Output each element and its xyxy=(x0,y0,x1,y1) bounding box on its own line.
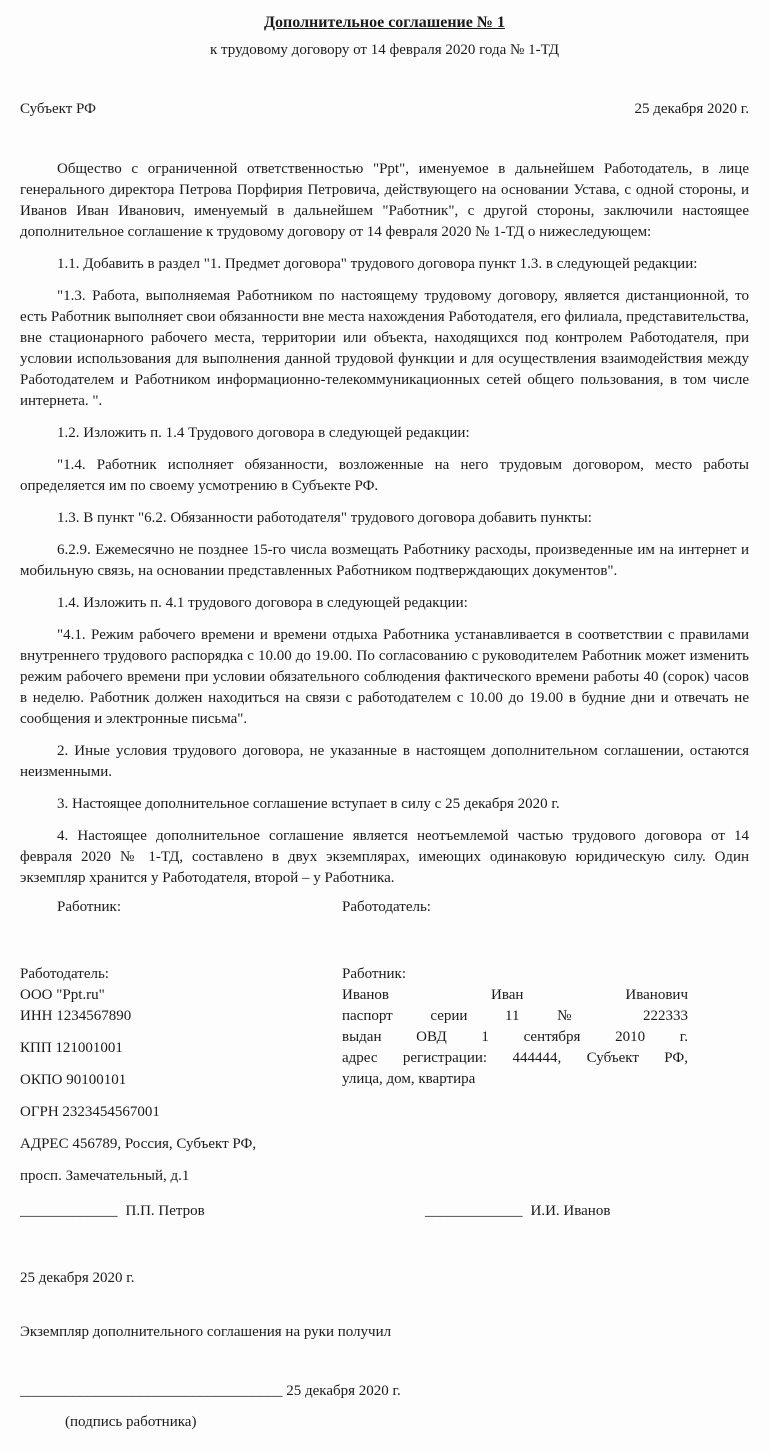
signature-header-worker: Работник: xyxy=(57,899,121,915)
employer-signature-line: _____________ xyxy=(20,1203,118,1219)
paragraph-1-1: 1.1. Добавить в раздел "1. Предмет договора" трудового договора пункт 1.3. в следующей редакции: xyxy=(57,256,698,272)
paragraph-1-4: 1.4. Изложить п. 4.1 трудового договора в следующей редакции: xyxy=(57,595,468,611)
receipt-signature-date: 25 декабря 2020 г. xyxy=(286,1383,401,1399)
paragraph-quote-1-4: "1.4. Работник исполняет обязанности, возложенные на него трудовым договором, место работы определяется им по своему усмотрению в Субъекте РФ. xyxy=(20,457,749,494)
employer-signature-name: П.П. Петров xyxy=(125,1203,205,1219)
employer-inn: ИНН 1234567890 xyxy=(20,1008,132,1024)
employer-okpo: ОКПО 90100101 xyxy=(20,1072,127,1088)
employee-issued-line: выдан ОВД 1 сентября 2010 г. xyxy=(342,1029,688,1045)
employer-company: ООО "Ppt.ru" xyxy=(20,987,105,1003)
employer-signature xyxy=(20,1201,425,1222)
employee-passport-line: паспорт серии 11 № 222333 xyxy=(342,1008,688,1024)
receipt-statement: Экземпляр дополнительного соглашения на руки получил xyxy=(20,1324,392,1340)
footer-date: 25 декабря 2020 г. xyxy=(20,1270,135,1286)
employer-address-2: просп. Замечательный, д.1 xyxy=(20,1168,190,1184)
employer-address-1: АДРЕС 456789, Россия, Субъект РФ, xyxy=(20,1136,257,1152)
paragraph-quote-4-1: "4.1. Режим рабочего времени и времени отдыха Работника устанавливается в соответствии с правилами внутреннего трудового распорядка с 10.00 до 19.00. По согласованию с руководителем Работник может изменить режим рабочего времени при условии обязательного соблюдения фактического времени работы 40 (сорок) часов в неделю. Работник должен находиться на связи с работодателем с 10.00 до 19.00 в будние дни и отвечать не сообщения и электронные письма". xyxy=(20,627,749,727)
signature-header-row xyxy=(20,897,749,918)
paragraph-1-3: 1.3. В пункт "6.2. Обязанности работодателя" трудового договора добавить пункты: xyxy=(57,510,592,526)
paragraph-quote-1-3: "1.3. Работа, выполняемая Работником по настоящему трудовому договору, является дистанционной, то есть Работник выполняет свои обязанности вне места нахождения Работодателя, его филиала, представительства, вне стационарного рабочего места, территории или объекта, находящихся под контролем Работодателя, при условии использования для выполнения данной трудовой функции и для осуществления взаимодействия между Работодателем и Работником информационно-телекоммуникационных сетей общего пользования, в том числе интернета. ". xyxy=(20,288,749,409)
document-date: 25 декабря 2020 г. xyxy=(634,101,749,117)
document-subtitle: к трудовому договору от 14 февраля 2020 года № 1-ТД xyxy=(209,42,560,58)
employer-kpp: КПП 121001001 xyxy=(20,1040,123,1056)
employee-signature-line: _____________ xyxy=(425,1203,523,1219)
paragraph-6-2-9: 6.2.9. Ежемесячно не позднее 15-го числа возмещать Работнику расходы, произведенные им на интернет и мобильную связь, на основании представленных Работником подтверждающих документов". xyxy=(20,542,749,579)
paragraph-2: 2. Иные условия трудового договора, не указанные в настоящем дополнительном соглашении, остаются неизменными. xyxy=(20,743,749,780)
place-label: Субъект РФ xyxy=(20,101,96,117)
receipt-signature-row xyxy=(20,1381,749,1402)
employer-label: Работодатель: xyxy=(20,966,109,982)
employee-signature-name: И.И. Иванов xyxy=(530,1203,611,1219)
employee-name-line: Иванов Иван Иванович xyxy=(342,987,688,1003)
signature-row xyxy=(20,1201,749,1222)
employer-ogrn: ОГРН 2323454567001 xyxy=(20,1104,160,1120)
receipt-signature-line: ___________________________________ xyxy=(20,1383,283,1399)
employee-address-line-2: улица, дом, квартира xyxy=(342,1071,476,1087)
employee-address-line-1: адрес регистрации: 444444, Субъект РФ, xyxy=(342,1050,688,1066)
employer-details xyxy=(20,964,342,1187)
signature-header-employer: Работодатель: xyxy=(342,899,431,915)
parties-details xyxy=(20,964,749,1187)
paragraph-1-2: 1.2. Изложить п. 1.4 Трудового договора в следующей редакции: xyxy=(57,425,470,441)
employee-details xyxy=(342,964,688,1090)
receipt-signature-caption: (подпись работника) xyxy=(65,1414,197,1430)
employee-signature xyxy=(425,1201,749,1222)
paragraph-preamble: Общество с ограниченной ответственностью "Ppt", именуемое в дальнейшем Работодатель, в лице генерального директора Петрова Порфирия Петровича, действующего на основании Устава, с одной стороны, и Иванов Иван Иванович, именуемый в дальнейшем "Работник", с другой стороны, заключили настоящее дополнительное соглашение к трудовому договору от 14 февраля 2020 № 1-ТД о нижеследующем: xyxy=(20,161,749,240)
paragraph-4: 4. Настоящее дополнительное соглашение является неотъемлемой частью трудового договора от 14 февраля 2020 № 1-ТД, составлено в двух экземплярах, имеющих одинаковую юридическую силу. Один экземпляр хранится у Работодателя, второй – у Работника. xyxy=(20,828,749,886)
document-title: Дополнительное соглашение № 1 xyxy=(264,14,505,31)
employee-label: Работник: xyxy=(342,966,406,982)
agreement-body xyxy=(20,159,749,889)
place-date-row xyxy=(20,99,749,120)
paragraph-3: 3. Настоящее дополнительное соглашение вступает в силу с 25 декабря 2020 г. xyxy=(57,796,560,812)
